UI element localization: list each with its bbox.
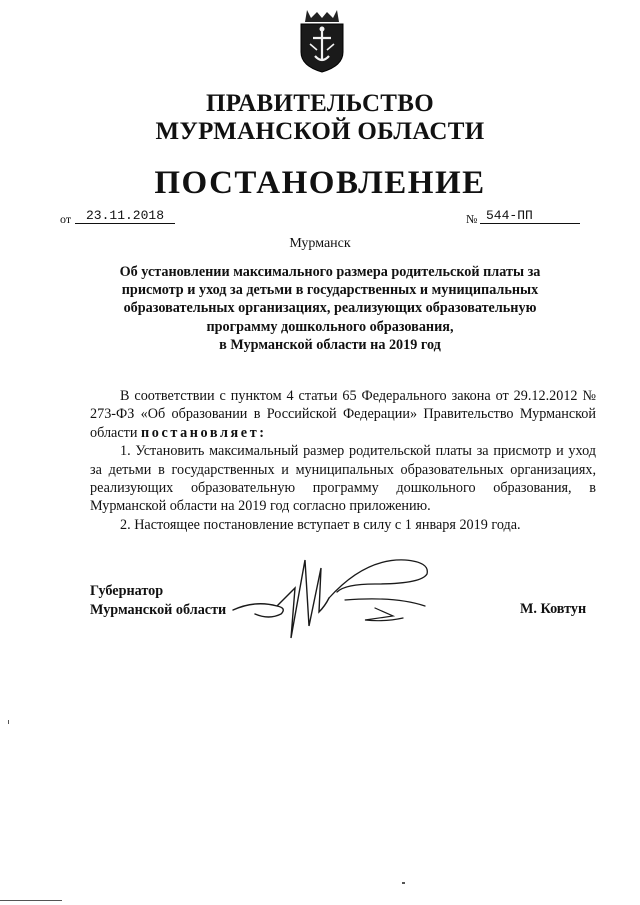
decree-word: постановляет:	[140, 424, 267, 441]
body-item-2: 2. Настоящее постановление вступает в силу с 1 января 2019 года.	[120, 516, 521, 533]
document-date: 23.11.2018	[75, 208, 175, 224]
city: Мурманск	[289, 236, 351, 251]
body-intro	[90, 387, 596, 442]
scan-mark	[8, 720, 9, 724]
document-body	[90, 387, 596, 534]
signatory-name: М. Ковтун	[520, 601, 587, 617]
title-line: Об установлении максимального размера родительской платы за	[119, 264, 541, 280]
title-line: в Мурманской области на 2019 год	[219, 336, 441, 353]
document-number: 544-ПП	[480, 208, 580, 224]
scan-mark	[0, 900, 62, 901]
title-line: присмотр и уход за детьми в государственных и муниципальных	[121, 282, 539, 299]
handwritten-signature	[225, 548, 440, 643]
body-intro-text: В соответствии с пунктом 4 статьи 65 Федерального закона от 29.12.2012 № 273-ФЗ «Об образовании в Российской Федерации» Правительство Мурманской области	[90, 388, 596, 441]
title-line: программу дошкольного образования,	[206, 318, 454, 335]
organization-name-line1: ПРАВИТЕЛЬСТВО	[206, 90, 434, 117]
body-item-1: 1. Установить максимальный размер родительской платы за присмотр и уход за детьми в государственных и муниципальных образовательных организациях, реализующих образовательную программу дошкольного образования, в Мурманской области на 2019 год согласно приложению.	[90, 443, 596, 515]
organization-name-line2: МУРМАНСКОЙ ОБЛАСТИ	[155, 118, 485, 145]
document-title	[82, 263, 578, 354]
signatory-title-line1: Губернатор	[90, 583, 164, 599]
number-prefix: №	[466, 212, 478, 226]
signatory-title	[90, 582, 226, 620]
signatory-title-line2: Мурманской области	[90, 602, 227, 618]
title-line: образовательных организациях, реализующих образовательную	[123, 300, 537, 317]
scan-mark	[402, 882, 405, 884]
document-type: ПОСТАНОВЛЕНИЕ	[154, 165, 486, 201]
date-prefix: от	[60, 212, 72, 226]
coat-of-arms-icon	[295, 8, 349, 74]
